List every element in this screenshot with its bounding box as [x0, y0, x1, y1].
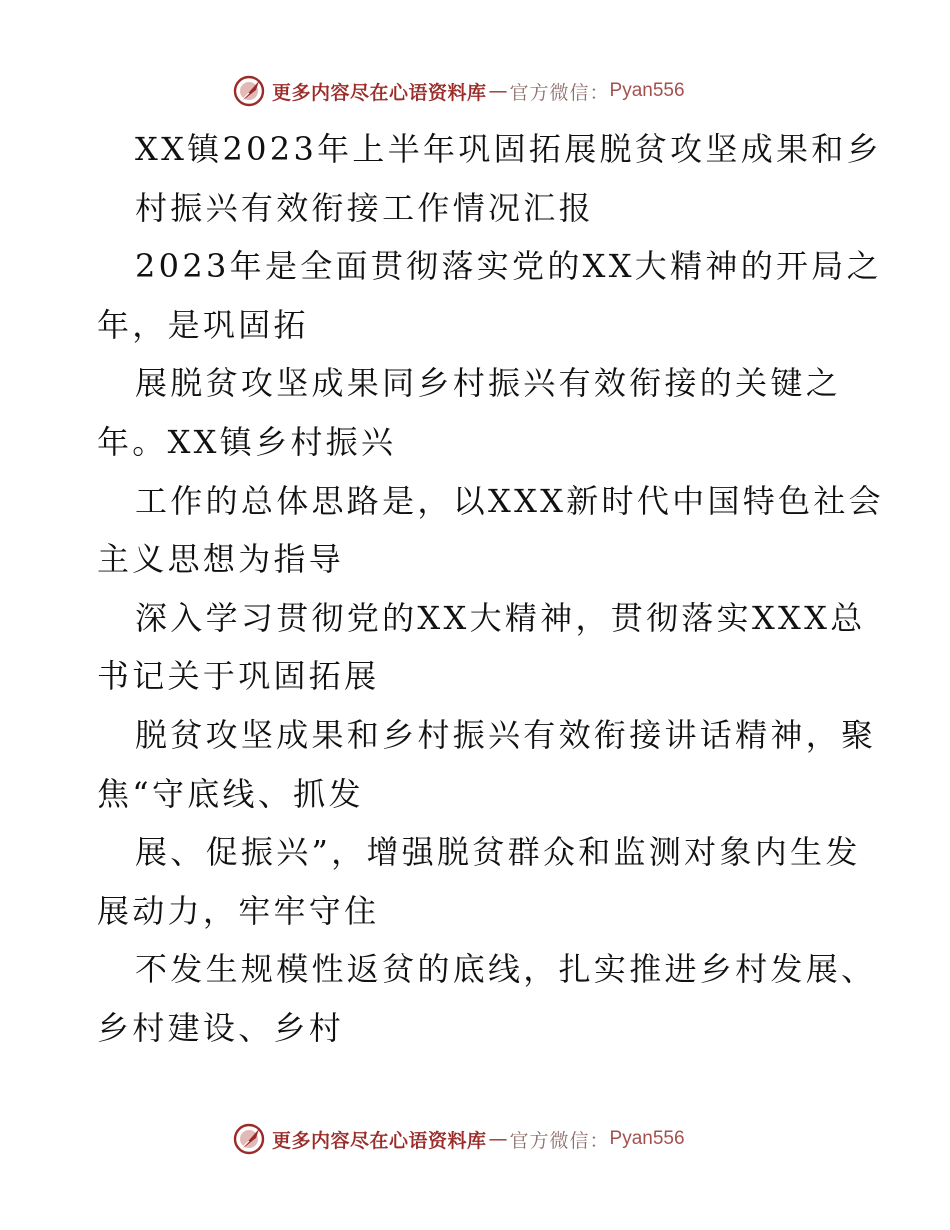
body-line: 工作的总体思路是，以XXX新时代中国特色社会: [135, 481, 884, 520]
quill-seal-icon: [232, 74, 266, 108]
body-line: 乡村建设、乡村: [97, 1008, 345, 1047]
body-line: 主义思想为指导: [97, 540, 345, 579]
watermark-label: 官方微信：: [509, 1129, 610, 1152]
body-line: 2023年是全面贯彻落实党的XX大精神的开局之: [135, 247, 882, 286]
body-line: 展、促振兴”，增强脱贫群众和监测对象内生发: [135, 833, 861, 872]
body-line: 脱贫攻坚成果和乡村振兴有效衔接讲话精神，聚: [135, 715, 877, 754]
title-line-2: 村振兴有效衔接工作情况汇报: [135, 188, 594, 227]
document-body: [97, 120, 884, 1058]
body-line: 不发生规模性返贫的底线，扎实推进乡村发展、: [135, 950, 877, 989]
watermark-dash: —: [488, 80, 508, 102]
body-line: 年，是巩固拓: [97, 305, 309, 344]
body-line: 书记关于巩固拓展: [97, 657, 380, 696]
quill-seal-icon: [232, 1122, 266, 1156]
footer-watermark: [232, 1119, 685, 1159]
watermark-label: 官方微信：: [509, 81, 610, 104]
watermark-wechat-id: Pyan556: [609, 1128, 685, 1149]
body-line: 展脱贫攻坚成果同乡村振兴有效衔接的关键之: [135, 364, 842, 403]
body-line: 年。XX镇乡村振兴: [97, 422, 397, 461]
body-line: 展动力，牢牢守住: [97, 891, 380, 930]
header-watermark: [232, 71, 685, 111]
watermark-wechat-id: Pyan556: [609, 80, 685, 101]
body-line: 深入学习贯彻党的XX大精神，贯彻落实XXX总: [135, 598, 866, 637]
watermark-brand: 更多内容尽在心语资料库: [272, 81, 487, 104]
watermark-brand: 更多内容尽在心语资料库: [272, 1129, 487, 1152]
watermark-dash: —: [488, 1128, 508, 1150]
body-line: 焦“守底线、抓发: [97, 774, 364, 813]
title-line-1: XX镇2023年上半年巩固拓展脱贫攻坚成果和乡: [135, 130, 882, 168]
